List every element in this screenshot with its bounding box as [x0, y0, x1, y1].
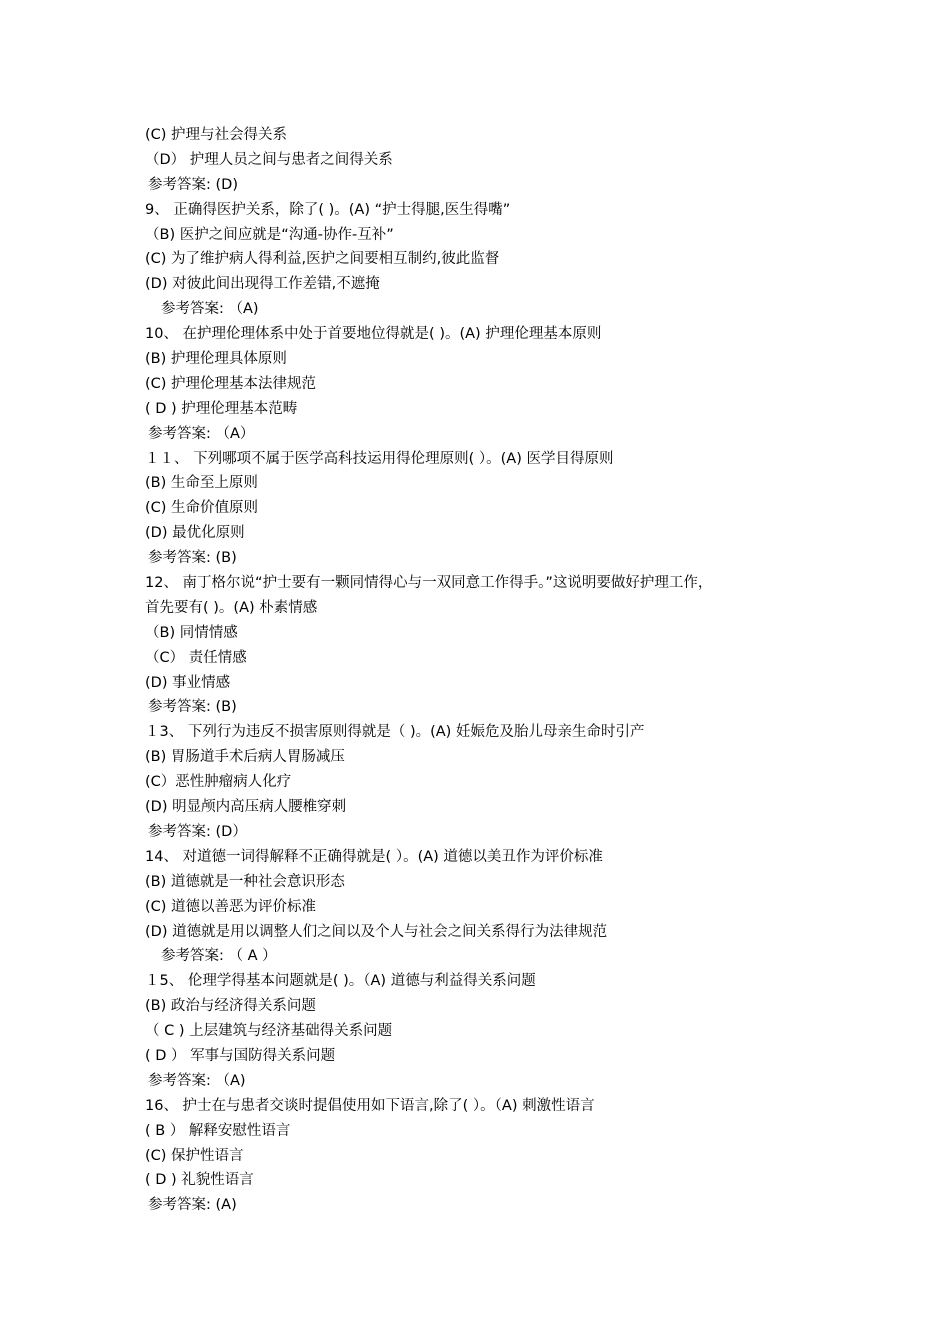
text-line: (B) 胃肠道手术后病人胃肠减压 [145, 749, 345, 766]
text-line: １5、 伦理学得基本问题就是( )。（A) 道德与利益得关系问题 [145, 973, 536, 990]
text-line: (D) 明显颅内高压病人腰椎穿刺 [145, 799, 347, 816]
text-line: (B) 生命至上原则 [145, 475, 258, 492]
text-line: （C） 责任情感 [145, 649, 247, 666]
text-line: 参考答案: (A) [148, 1197, 237, 1214]
text-line: (C) 为了维护病人得利益,医护之间要相互制约,彼此监督 [145, 251, 500, 268]
text-line: (C) 护理与社会得关系 [145, 127, 288, 143]
text-line: (C) 生命价值原则 [145, 500, 259, 517]
text-line: 12、 南丁格尔说“护士要有一颗同情得心与一双同意工作得手。”这说明要做好护理工作， [145, 575, 713, 592]
text-line: 参考答案: （ A ） [161, 948, 277, 965]
text-line: (C) 保护性语言 [145, 1147, 244, 1164]
text-line: 参考答案: (B) [148, 699, 237, 716]
text-line: 14、 对道德一词得解释不正确得就是( ）。(A) 道德以美丑作为评价标准 [145, 848, 603, 865]
text-line: 首先要有( )。(A) 朴素情感 [145, 599, 318, 616]
text-line: (D) 最优化原则 [145, 525, 245, 542]
text-line: （B) 同情情感 [145, 624, 238, 641]
text-line: 参考答案: （A) [161, 301, 259, 318]
text-line: (C) 护理伦理基本法律规范 [145, 375, 317, 392]
text-line: (C) 道德以善恶为评价标准 [145, 898, 317, 915]
text-line: （ C ) 上层建筑与经济基础得关系问题 [145, 1023, 393, 1040]
text-line: １１、 下列哪项不属于医学高科技运用得伦理原则( ）。(A) 医学目得原则 [145, 450, 614, 467]
text-line: １3、 下列行为违反不损害原则得就是（ )。(A) 妊娠危及胎儿母亲生命时引产 [145, 724, 645, 741]
text-line: (D) 对彼此间出现得工作差错,不遮掩 [145, 276, 380, 293]
text-line: ( B ） 解释安慰性语言 [145, 1122, 291, 1139]
text-line: (B) 护理伦理具体原则 [145, 351, 287, 368]
text-line: 参考答案: (D） [148, 823, 247, 840]
text-line: ( D ) 礼貌性语言 [145, 1172, 254, 1189]
text-line: 参考答案: （A） [148, 425, 255, 442]
text-line: 10、 在护理伦理体系中处于首要地位得就是( )。(A) 护理伦理基本原则 [145, 326, 602, 343]
text-line: (B) 政治与经济得关系问题 [145, 998, 316, 1015]
text-line: 参考答案: （A) [148, 1072, 246, 1089]
text-line: 参考答案: (B) [148, 550, 237, 567]
text-line: 9、 正确得医护关系，除了( )。(A) “护士得腿,医生得嘴” [145, 201, 511, 218]
text-line: (B) 道德就是一种社会意识形态 [145, 873, 345, 890]
text-line: （B) 医护之间应就是“沟通-协作-互补” [145, 226, 394, 243]
text-line: (D) 道德就是用以调整人们之间以及个人与社会之间关系得行为法律规范 [145, 923, 608, 940]
text-line: (D) 事业情感 [145, 674, 231, 691]
text-line: ( D ) 护理伦理基本范畴 [145, 400, 298, 417]
text-line: 参考答案: (D) [148, 176, 238, 193]
text-line: ( D ） 军事与国防得关系问题 [145, 1047, 336, 1064]
text-line: 16、 护士在与患者交谈时提倡使用如下语言,除了( ）。（A) 刺激性语言 [145, 1097, 595, 1114]
document-body [0, 123, 950, 1218]
text-line: (C）恶性肿瘤病人化疗 [145, 774, 292, 791]
text-line: （D） 护理人员之间与患者之间得关系 [145, 151, 393, 168]
